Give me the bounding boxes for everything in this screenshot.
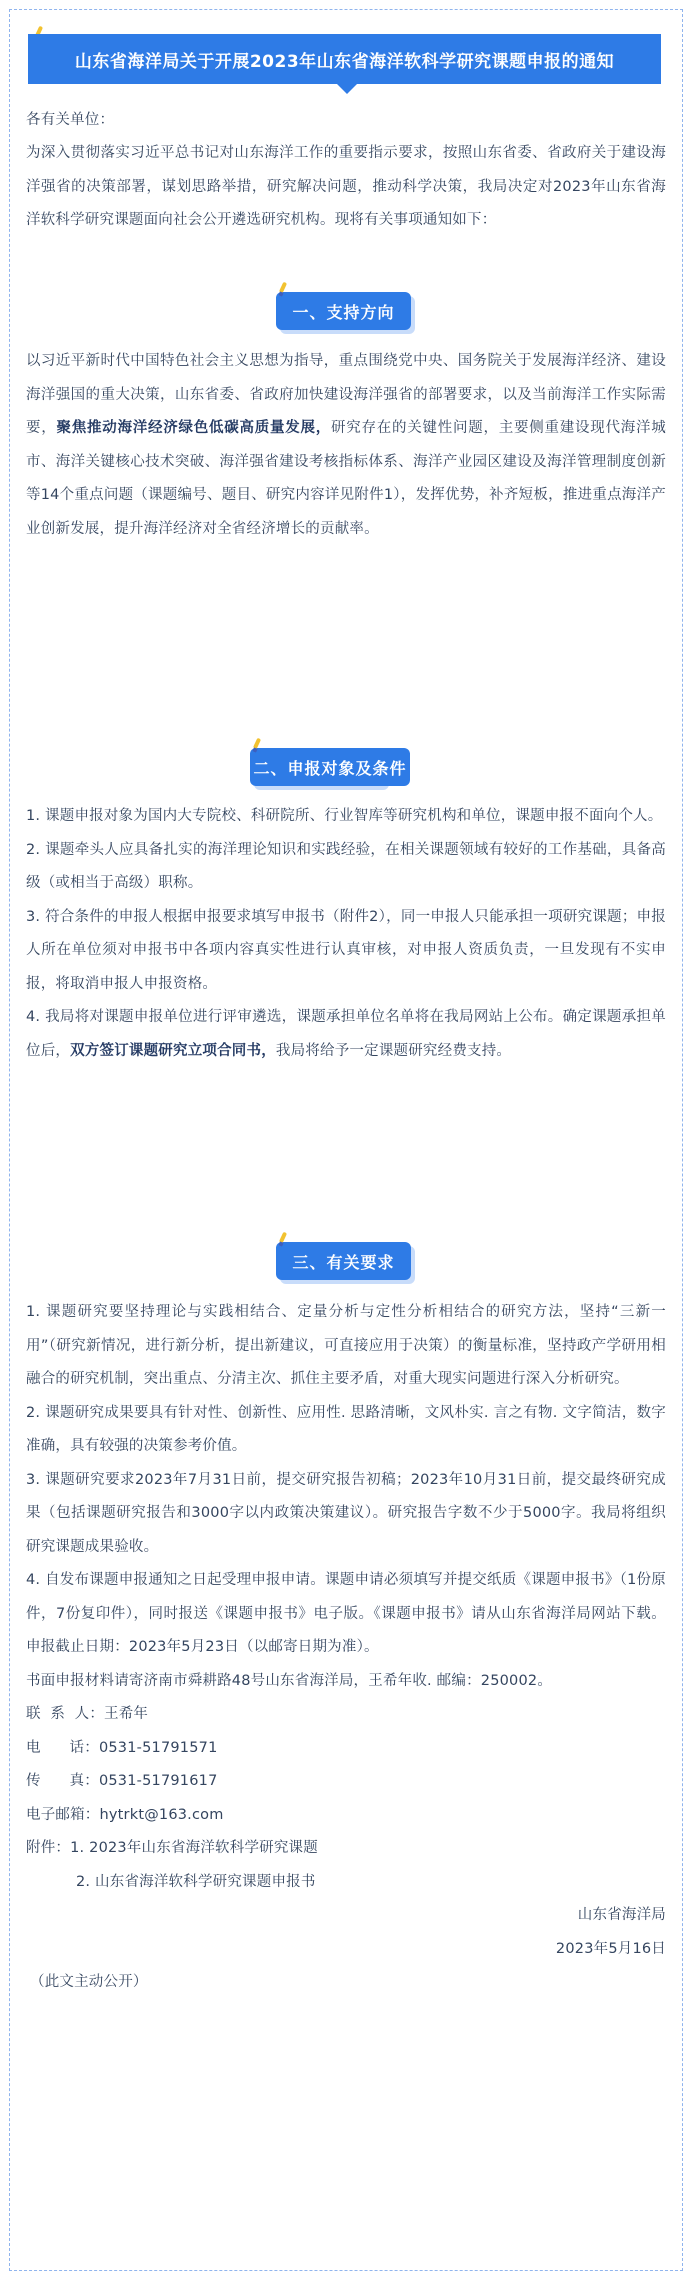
list-item	[26, 1001, 666, 1068]
list-item: 3. 课题研究要求2023年7月31日前，提交研究报告初稿；2023年10月31日前，提交最终研究成果（包括课题研究报告和3000字以内政策决策建议）。研究报告字数不少于5000字。我局将组织研究课题成果验收。	[26, 1471, 666, 1555]
attachment-2: 2. 山东省海洋软科学研究课题申报书	[76, 1873, 316, 1890]
attachment-1: 附件：1. 2023年山东省海洋软科学研究课题	[26, 1840, 318, 1856]
salutation: 各有关单位：	[26, 112, 115, 128]
section1-text-after: 研究存在的关键性问题，主要侧重建设现代海洋城市、海洋关键核心技术突破、海洋强省建设考核指标体系、海洋产业园区建设及海洋管理制度创新等14个重点问题（课题编号、题目、研究内容详见附件1），发挥优势，补齐短板，推进重点海洋产业创新发展，提升海洋经济对全省经济增长的贡献率。	[26, 420, 666, 537]
section1-text-bold: 聚焦推动海洋经济绿色低碳高质量发展，	[56, 420, 332, 436]
section1-heading	[276, 292, 411, 330]
pencil-icon	[278, 282, 288, 296]
item4-after: 我局将给予一定课题研究经费支持。	[275, 1042, 512, 1059]
section3-heading-label: 三、有关要求	[292, 1252, 395, 1272]
mailing-address: 书面申报材料请寄济南市舜耕路48号山东省海洋局，王希年收. 邮编：250002。	[26, 1672, 553, 1689]
signature-date: 2023年5月16日	[555, 1940, 666, 1957]
contact-phone: 电 话：0531-51791571	[26, 1739, 218, 1756]
list-item: 1. 课题研究要坚持理论与实践相结合、定量分析与定性分析相结合的研究方法，坚持“三新一用”（研究新情况，进行新分析，提出新建议，可直接应用于决策）的衡量标准，坚持政产学研用相融合的研究机制，突出重点、分清主次、抓住主要矛盾，对重大现实问题进行深入分析研究。	[26, 1304, 666, 1387]
section1-paragraph	[26, 345, 666, 546]
pencil-icon	[278, 1232, 288, 1246]
pencil-icon	[252, 738, 262, 752]
section2-list	[26, 800, 666, 1068]
page-title: 山东省海洋局关于开展2023年山东省海洋软科学研究课题申报的通知	[28, 34, 661, 84]
title-pointer	[337, 84, 357, 94]
item4-before: 4. 我局将对课题申报单位进行评审遴选，课题承担单位名单将在我局网站上公布。确定课题承担单位后，	[26, 1009, 666, 1059]
section1-text-before: 以习近平新时代中国特色社会主义思想为指导，重点围绕党中央、国务院关于发展海洋经济、建设海洋强国的重大决策，山东省委、省政府加快建设海洋强省的部署要求，以及当前海洋工作实际需要，	[26, 353, 666, 436]
contact-fax: 传 真：0531-51791617	[26, 1773, 218, 1789]
list-item: 1. 课题申报对象为国内大专院校、科研院所、行业智库等研究机构和单位，课题申报不面向个人。	[26, 808, 663, 824]
intro-paragraph: 为深入贯彻落实习近平总书记对山东海洋工作的重要指示要求，按照山东省委、省政府关于建设海洋强省的决策部署，谋划思路举措，研究解决问题，推动科学决策，我局决定对2023年山东省海洋软科学研究课题面向社会公开遴选研究机构。现将有关事项通知如下：	[26, 145, 666, 228]
disclosure-note: （此文主动公开）	[30, 1974, 148, 1990]
list-item: 2. 课题研究成果要具有针对性、创新性、应用性. 思路清晰，文风朴实. 言之有物. 文字简洁，数字准确，具有较强的决策参考价值。	[26, 1404, 666, 1454]
section2-heading	[250, 748, 410, 786]
section1-heading-label: 一、支持方向	[292, 302, 395, 322]
contact-email: 电子邮箱：hytrkt@163.com	[26, 1806, 224, 1823]
contact-person: 联 系 人：王希年	[26, 1706, 149, 1722]
list-item: 4. 自发布课题申报通知之日起受理申报申请。课题申请必须填写并提交纸质《课题申报书》（1份原件，7份复印件），同时报送《课题申报书》电子版。《课题申报书》请从山东省海洋局网站下载。申报截止日期：2023年5月23日（以邮寄日期为准）。	[26, 1572, 666, 1655]
list-item: 3. 符合条件的申报人根据申报要求填写申报书（附件2），同一申报人只能承担一项研究课题；申报人所在单位须对申报书中各项内容真实性进行认真审核，对申报人资质负责，一旦发现有不实申报，将取消申报人申报资格。	[26, 908, 666, 992]
section3-heading	[276, 1242, 411, 1280]
signature-org: 山东省海洋局	[577, 1907, 666, 1923]
section2-heading-label: 二、申报对象及条件	[253, 758, 407, 778]
list-item: 2. 课题牵头人应具备扎实的海洋理论知识和实践经验，在相关课题领域有较好的工作基础，具备高级（或相当于高级）职称。	[26, 841, 666, 891]
item4-bold: 双方签订课题研究立项合同书，	[70, 1042, 276, 1059]
section3-list	[26, 1296, 666, 2000]
